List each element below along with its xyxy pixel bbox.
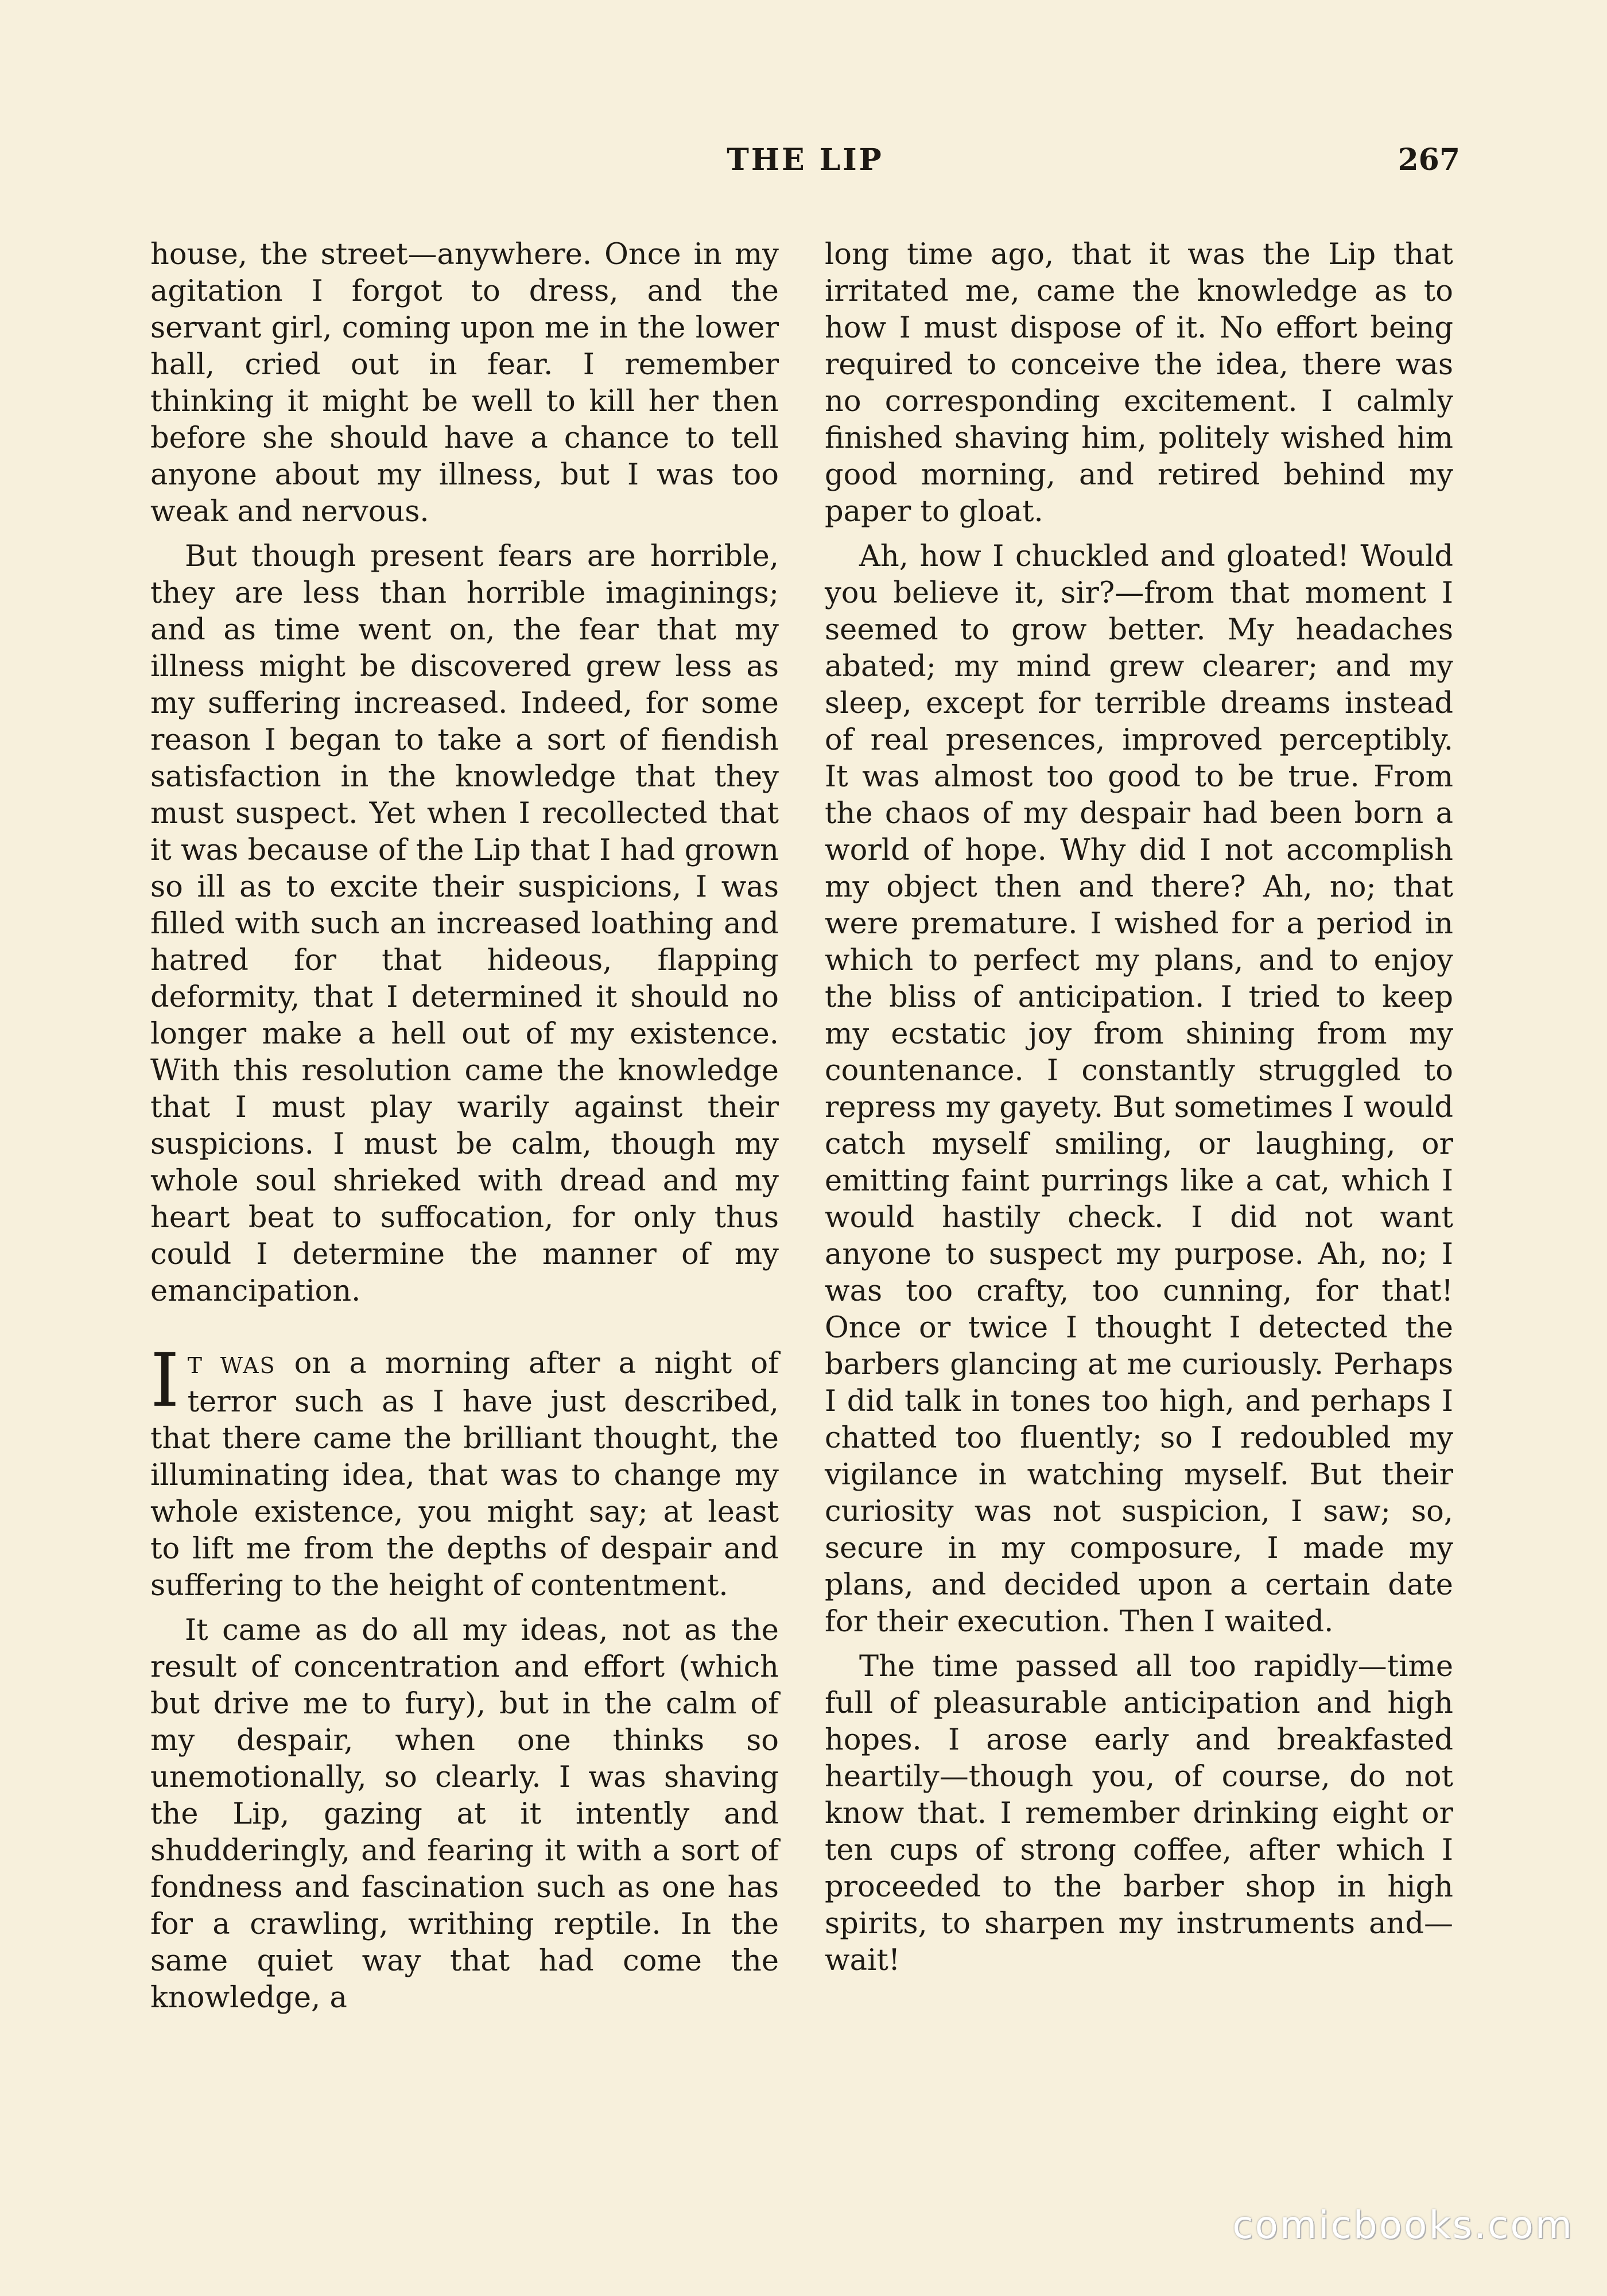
running-head [150, 142, 1460, 188]
page-title: THE LIP [727, 142, 884, 177]
small-caps-lead: T WAS [187, 1353, 276, 1378]
page-number: 267 [1398, 142, 1460, 177]
left-column [150, 236, 779, 2024]
left-paragraph-1: house, the street—anywhere. Once in my agitation I forgot to dress, and the servant girl, coming upon me in the lower hall, cried out in fear. I remember thinking it might be well to kill her then before she should have a chance to tell anyone about my illness, but I was too weak and nervous. [150, 238, 779, 529]
right-column [825, 236, 1453, 1987]
right-paragraph-1: long time ago, that it was the Lip that irritated me, came the knowledge as to how I must dispose of it. No effort being required to conceive the idea, there was no corresponding excitement. I calmly finished shaving him, politely wished him good morning, and retired behind my paper to gloat. [825, 238, 1453, 529]
right-paragraph-2: Ah, how I chuckled and gloated! Would you believe it, sir?—from that moment I seemed to grow better. My headaches abated; my mind grew clearer; and my sleep, except for terrible dreams instead of real presences, improved perceptibly. It was almost too good to be true. From the chaos of my despair had been born a world of hope. Why did I not accomplish my object then and there? Ah, no; that were premature. I wished for a period in which to perfect my plans, and to enjoy the bliss of anticipation. I tried to keep my ecstatic joy from shining from my countenance. I constantly struggled to repress my gayety. But sometimes I would catch myself smiling, or laughing, or emitting faint purrings like a cat, which I would hastily check. I did not want anyone to suspect my purpose. Ah, no; I was too crafty, too cunning, for that! Once or twice I thought I detected the barbers glancing at me curiously. Perhaps I did talk in tones too high, and perhaps I chatted too fluently; so I redoubled my vigilance in watching myself. But their curiosity was not suspicion, I saw; so, secure in my composure, I made my plans, and decided upon a certain date for their execution. Then I waited. [825, 540, 1453, 1639]
section-opening-text: on a morning after a night of terror such as I have just described, that there came the brilliant thought, the illuminating idea, that was to change my whole existence, you might say; at least to lift me from the depths of despair and suffering to the height of contentment. [150, 1347, 779, 1603]
drop-cap: I [150, 1338, 180, 1424]
section-opening-paragraph [150, 1338, 779, 1604]
right-paragraph-3: The time passed all too rapidly—time full of pleasurable anticipation and high hopes. I arose early and breakfasted heartily—though you, of course, do not know that. I remember drinking eight or ten cups of strong coffee, after which I proceeded to the barber shop in high spirits, to sharpen my instruments and—wait! [825, 1650, 1453, 1977]
watermark-logo: comicbooks.com [1232, 2203, 1574, 2247]
left-paragraph-4: It came as do all my ideas, not as the result of concentration and effort (which but drive me to fury), but in the calm of my despair, when one thinks so unemotionally, so clearly. I was shaving the Lip, gazing at it intently and shudderingly, and fearing it with a sort of fondness and fascination such as one has for a crawling, writhing reptile. In the same quiet way that had come the knowledge, a [150, 1614, 779, 2015]
left-paragraph-2: But though present fears are horrible, they are less than horrible imaginings; and as time went on, the fear that my illness might be discovered grew less as my suffering increased. Indeed, for some reason I began to take a sort of fiendish satisfaction in the knowledge that they must suspect. Yet when I recollected that it was because of the Lip that I had grown so ill as to excite their suspicions, I was filled with such an increased loathing and hatred for that hideous, flapping deformity, that I determined it should no longer make a hell out of my existence. With this resolution came the knowledge that I must play warily against their suspicions. I must be calm, though my whole soul shrieked with dread and my heart beat to suffocation, for only thus could I determine the manner of my emancipation. [150, 540, 779, 1308]
